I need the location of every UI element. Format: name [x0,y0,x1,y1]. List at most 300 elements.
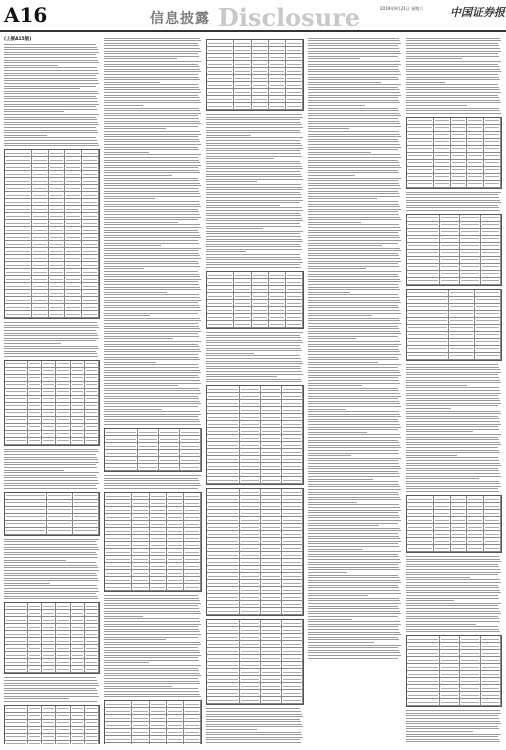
table-cell [286,307,303,313]
table-cell [207,442,240,448]
table-cell [32,241,49,247]
table-cell [282,489,303,495]
table-cell [105,542,132,548]
text-line [406,372,501,373]
text-line [104,48,200,49]
text-line [104,323,198,324]
table-cell [207,559,240,565]
text-line [4,598,98,599]
table-cell [407,643,440,649]
text-line [406,395,498,396]
text-line [4,96,96,97]
table-cell [82,276,99,282]
text-line [308,108,398,109]
table-cell [282,690,303,696]
table-cell [5,220,32,226]
text-line [308,338,356,339]
table-row [5,206,99,213]
table-cell [407,325,449,331]
table-cell [159,436,180,442]
table-cell [460,222,480,228]
table-cell [261,627,282,633]
text-line [104,406,198,407]
table-cell [132,549,149,555]
text-line [308,346,398,347]
table-row [5,361,99,368]
text-line [308,593,401,594]
table-cell [150,500,167,506]
text-line [104,678,198,679]
table-row [207,421,303,428]
text-line [308,370,399,371]
table-cell [105,708,132,714]
text-line [4,86,96,87]
text-line [406,600,454,601]
table-cell [460,657,480,663]
body-text-block [206,332,304,382]
body-text-block [206,708,304,744]
text-line [308,193,399,194]
text-line [406,731,473,732]
table-row [5,396,99,403]
table-cell [32,192,49,198]
text-line [4,462,99,463]
table-cell [105,729,132,735]
table-row [407,346,501,353]
text-line [308,183,399,184]
table-cell [71,396,85,402]
text-line [308,432,367,433]
text-line [104,84,198,85]
text-line [4,591,99,592]
table-cell [407,531,434,537]
text-line [206,233,300,234]
table-cell [434,153,451,159]
text-line [4,348,99,349]
table-cell [28,389,42,395]
text-line [406,202,501,203]
table-cell [71,652,85,658]
table-cell [42,741,56,744]
table-cell [207,620,240,626]
table-cell [407,503,434,509]
table-cell [184,507,201,513]
table-cell [407,538,434,544]
text-line [308,227,400,228]
table-cell [261,669,282,675]
text-line [406,380,500,381]
table-row [5,199,99,206]
table-cell [440,664,460,670]
text-line [104,485,201,486]
text-line [206,200,303,201]
table-cell [286,293,303,299]
text-line [206,358,301,359]
text-line [206,340,302,341]
text-line [308,263,398,264]
table-cell [407,524,434,530]
table-cell [82,234,99,240]
table-cell [73,528,99,534]
table-cell [56,424,70,430]
table-cell [282,428,303,434]
table-row [407,538,501,545]
table-row [207,641,303,648]
table-cell [286,286,303,292]
table-cell [71,720,85,726]
table-cell [65,213,82,219]
table-cell [451,503,468,509]
text-line [104,66,199,67]
table-row [207,414,303,421]
text-line [104,475,201,476]
table-cell [440,278,460,284]
table-cell [240,662,261,668]
table-cell [42,417,56,423]
text-line [206,249,302,250]
text-line [104,372,201,373]
table-row [407,353,501,360]
text-line [206,355,300,356]
table-cell [5,262,32,268]
table-cell [282,683,303,689]
table-cell [282,531,303,537]
table-cell [451,538,468,544]
table-row [105,514,201,521]
table-cell [407,174,434,180]
table-cell [261,421,282,427]
text-line [406,728,499,729]
text-line [4,346,98,347]
table-cell [207,279,234,285]
text-line [4,101,98,102]
table-cell [484,139,501,145]
table-row [207,442,303,449]
table-cell [240,594,261,600]
text-line [4,143,98,144]
table-cell [261,587,282,593]
table-cell [105,701,132,707]
text-line [206,729,257,730]
table-cell [65,206,82,212]
table-cell [184,736,201,742]
text-line [104,258,201,259]
table-cell [159,464,180,470]
text-line [406,431,473,432]
text-line [4,47,97,48]
table-cell [49,164,66,170]
table-cell [407,353,449,359]
text-line [406,582,501,583]
table-cell [240,449,261,455]
table-cell [105,450,138,456]
text-line [308,100,399,101]
text-line [4,593,96,594]
table-cell [82,297,99,303]
table-cell [105,715,132,721]
table-cell [207,300,234,306]
table-cell [150,556,167,562]
text-line [308,580,400,581]
text-line [4,457,97,458]
table-cell [47,521,73,527]
table-cell [150,722,167,728]
table-cell [484,510,501,516]
table-row [207,594,303,601]
table-cell [105,500,132,506]
table-cell [65,227,82,233]
table-cell [261,580,282,586]
data-table [206,39,304,111]
table-cell [460,692,480,698]
text-line [4,351,96,352]
table-row [207,510,303,517]
continued-from-label: (上接A15版) [4,37,32,42]
table-cell [460,257,480,263]
table-cell [5,417,28,423]
table-cell [451,545,468,551]
text-line [206,381,302,382]
table-cell [434,146,451,152]
text-line [104,271,198,272]
table-cell [207,47,234,53]
table-cell [207,82,234,88]
table-cell [167,708,184,714]
table-row [207,608,303,615]
text-column-5 [406,36,502,744]
text-line [406,53,498,54]
table-cell [261,400,282,406]
table-cell [282,421,303,427]
table-cell [234,286,251,292]
text-line [206,202,300,203]
text-line [206,708,300,709]
table-cell [434,174,451,180]
text-line [104,383,201,384]
table-cell [240,503,261,509]
table-cell [484,181,501,187]
table-row [5,438,99,445]
table-cell [65,157,82,163]
table-row [207,662,303,669]
text-line [308,320,400,321]
text-line [4,560,66,561]
table-cell [150,743,167,744]
table-row [5,290,99,297]
table-cell [261,676,282,682]
table-cell [460,250,480,256]
text-line [104,87,199,88]
table-cell [105,521,132,527]
text-line [308,634,401,635]
table-row [207,300,303,307]
text-line [104,281,198,282]
text-line [406,374,498,375]
table-cell [42,727,56,733]
table-cell [167,584,184,590]
text-line [4,49,98,50]
table-row [5,666,99,673]
table-cell [5,514,47,520]
table-cell [47,507,73,513]
table-row [5,741,99,744]
table-row [407,636,501,643]
table-cell [82,227,99,233]
table-cell [5,382,28,388]
table-row [207,573,303,580]
text-line [4,541,96,542]
table-row [207,524,303,531]
text-line [104,686,172,687]
table-cell [282,477,303,483]
table-cell [49,213,66,219]
text-line [104,292,167,293]
data-table [4,602,100,674]
table-cell [184,556,201,562]
text-line [104,198,155,199]
table-row [5,727,99,734]
text-line [406,385,467,386]
table-cell [460,264,480,270]
table-cell [150,570,167,576]
text-line [308,380,399,381]
text-line [4,132,98,133]
text-line [308,198,377,199]
table-cell [132,743,149,744]
table-cell [460,278,480,284]
table-cell [32,199,49,205]
table-cell [240,601,261,607]
table-cell [282,435,303,441]
table-cell [56,734,70,740]
text-line [308,624,401,625]
text-line [308,639,399,640]
text-line [308,237,400,238]
text-line [406,390,500,391]
text-line [308,528,400,529]
text-line [308,167,401,168]
table-cell [82,206,99,212]
table-row [407,264,501,271]
table-cell [32,157,49,163]
table-cell [49,185,66,191]
text-line [104,38,200,39]
table-cell [407,496,434,502]
text-line [308,230,401,231]
table-cell [150,493,167,499]
table-cell [207,517,240,523]
table-row [5,150,99,157]
text-line [4,470,64,471]
text-line [4,562,96,563]
table-cell [240,627,261,633]
table-cell [240,545,261,551]
body-text-block [308,38,402,659]
text-line [308,582,401,583]
table-cell [5,617,28,623]
text-line [206,156,302,157]
table-row [105,708,201,715]
text-line [4,80,98,81]
table-cell [5,396,28,402]
text-line [104,696,201,697]
table-row [207,517,303,524]
table-cell [240,620,261,626]
table-row [207,103,303,110]
table-row [407,278,501,285]
text-line [308,595,368,596]
table-cell [286,82,303,88]
text-line [4,544,97,545]
body-text-block [4,449,100,489]
table-cell [207,662,240,668]
text-line [308,554,398,555]
text-line [4,685,99,686]
table-cell [42,389,56,395]
table-row [207,627,303,634]
text-line [104,266,200,267]
table-cell [407,346,449,352]
text-line [308,261,401,262]
text-line [4,78,97,79]
table-cell [240,477,261,483]
table-row [407,685,501,692]
table-cell [451,125,468,131]
text-line [308,520,401,521]
text-line [104,209,198,210]
text-line [104,261,198,262]
text-line [4,588,98,589]
table-row [105,443,201,450]
table-cell [269,286,286,292]
text-line [104,263,199,264]
text-line [406,569,500,570]
table-row [5,624,99,631]
table-cell [269,103,286,109]
text-line [308,658,398,659]
table-cell [440,692,460,698]
table-row [5,603,99,610]
text-line [308,250,401,251]
text-line [104,605,198,606]
text-line [308,289,400,290]
table-cell [138,450,159,456]
text-line [308,87,398,88]
text-line [104,357,199,358]
table-cell [240,634,261,640]
text-line [104,647,198,648]
table-cell [71,727,85,733]
text-line [4,343,61,344]
text-line [308,533,398,534]
table-cell [240,580,261,586]
table-cell [282,594,303,600]
table-cell [167,563,184,569]
text-line [104,51,201,52]
text-line [406,205,498,206]
table-cell [252,82,269,88]
text-line [406,592,501,593]
text-line [206,210,303,211]
table-cell [440,250,460,256]
table-cell [484,174,501,180]
table-row [5,178,99,185]
table-row [5,431,99,438]
text-line [104,393,201,394]
table-cell [234,40,251,46]
text-line [4,554,97,555]
text-line [4,690,97,691]
